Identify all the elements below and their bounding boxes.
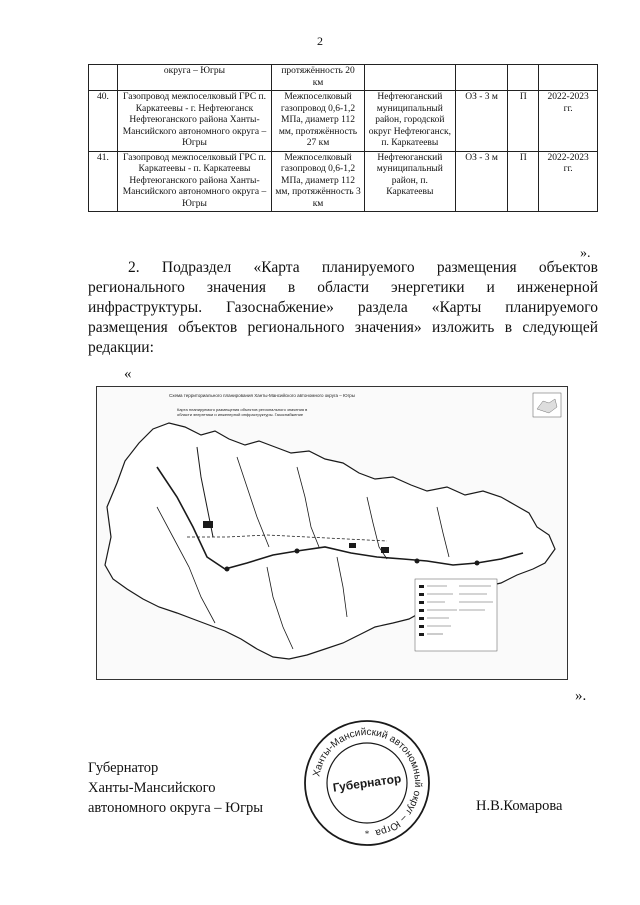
object-location: Нефтеюганский муниципальный район, п. Каркатеевы [364,151,455,212]
row-number: 40. [89,91,118,152]
row-number: 41. [89,151,118,212]
settlement-marker [203,521,213,528]
table-row [89,91,598,152]
settlement-marker [475,561,480,566]
objects-table [88,64,598,212]
signatory-title-line: Губернатор [88,760,159,776]
map-subtitle: Карта планируемого размещения объектов регионального значения в области энергетики и инженерной инфраструктуры. Газоснабжение [177,407,308,417]
svg-text:Губернатор: Губернатор [331,771,403,795]
object-status: П [508,91,539,152]
object-zone [455,65,508,91]
object-location [364,65,455,91]
object-params: протяжённость 20 км [272,65,365,91]
settlement-marker [349,543,356,548]
official-seal [302,718,432,848]
table-row [89,151,598,212]
map-title: Схема территориального планирования Ханты-Мансийского автономного округа – Югры [169,393,355,398]
map-legend [415,579,497,651]
svg-text:*: * [364,829,370,839]
object-name: Газопровод межпоселковый ГРС п. Каркатеевы - п. Каркатеевы Нефтеюганского района Ханты-Мансийского автономного округа – Югры [117,151,271,212]
gas-supply-map [96,386,568,680]
svg-text:Ханты-Мансийский автономный ок: Ханты-Мансийский автономный округ – Югра [311,726,424,839]
row-number [89,65,118,91]
object-name: округа – Югры [117,65,271,91]
signatory-title [88,758,263,818]
region-map-graphic [97,387,567,679]
signatory-title-line: Ханты-Мансийского [88,780,216,796]
settlement-marker [415,559,420,564]
object-status [508,65,539,91]
settlement-marker [295,549,300,554]
object-params: Межпоселковый газопровод 0,6-1,2 МПа, диаметр 112 мм, протяжённость 27 км [272,91,365,152]
closing-quote: ». [575,688,587,704]
object-years [539,65,598,91]
page-number: 2 [317,34,323,48]
object-years: 2022-2023 гг. [539,91,598,152]
object-location: Нефтеюганский муниципальный район, городской округ Нефтеюганск, п. Каркатеевы [364,91,455,152]
signatory-title-line: автономного округа – Югры [88,800,264,816]
opening-quote: « [124,366,132,382]
object-status: П [508,151,539,212]
object-zone: ОЗ - 3 м [455,91,508,152]
settlement-marker [381,547,389,553]
object-years: 2022-2023 гг. [539,151,598,212]
table-row [89,65,598,91]
signatory-name: Н.В.Комарова [476,798,563,814]
amendment-paragraph: 2. Подраздел «Карта планируемого размещения объектов регионального значения в области энергетики и инженерной инфраструктуры. Газоснабжение» раздела «Карты планируемого размещения объектов регионального значения» изложить в следующей редакции: [88,259,598,356]
settlement-marker [225,567,230,572]
object-params: Межпоселковый газопровод 0,6-1,2 МПа, диаметр 112 мм, протяжённость 3 км [272,151,365,212]
object-name: Газопровод межпоселковый ГРС п. Каркатеевы - г. Нефтеюганск Нефтеюганского района Ханты-Мансийского автономного округа – Югры [117,91,271,152]
object-zone: ОЗ - 3 м [455,151,508,212]
closing-quote: ». [580,246,591,261]
